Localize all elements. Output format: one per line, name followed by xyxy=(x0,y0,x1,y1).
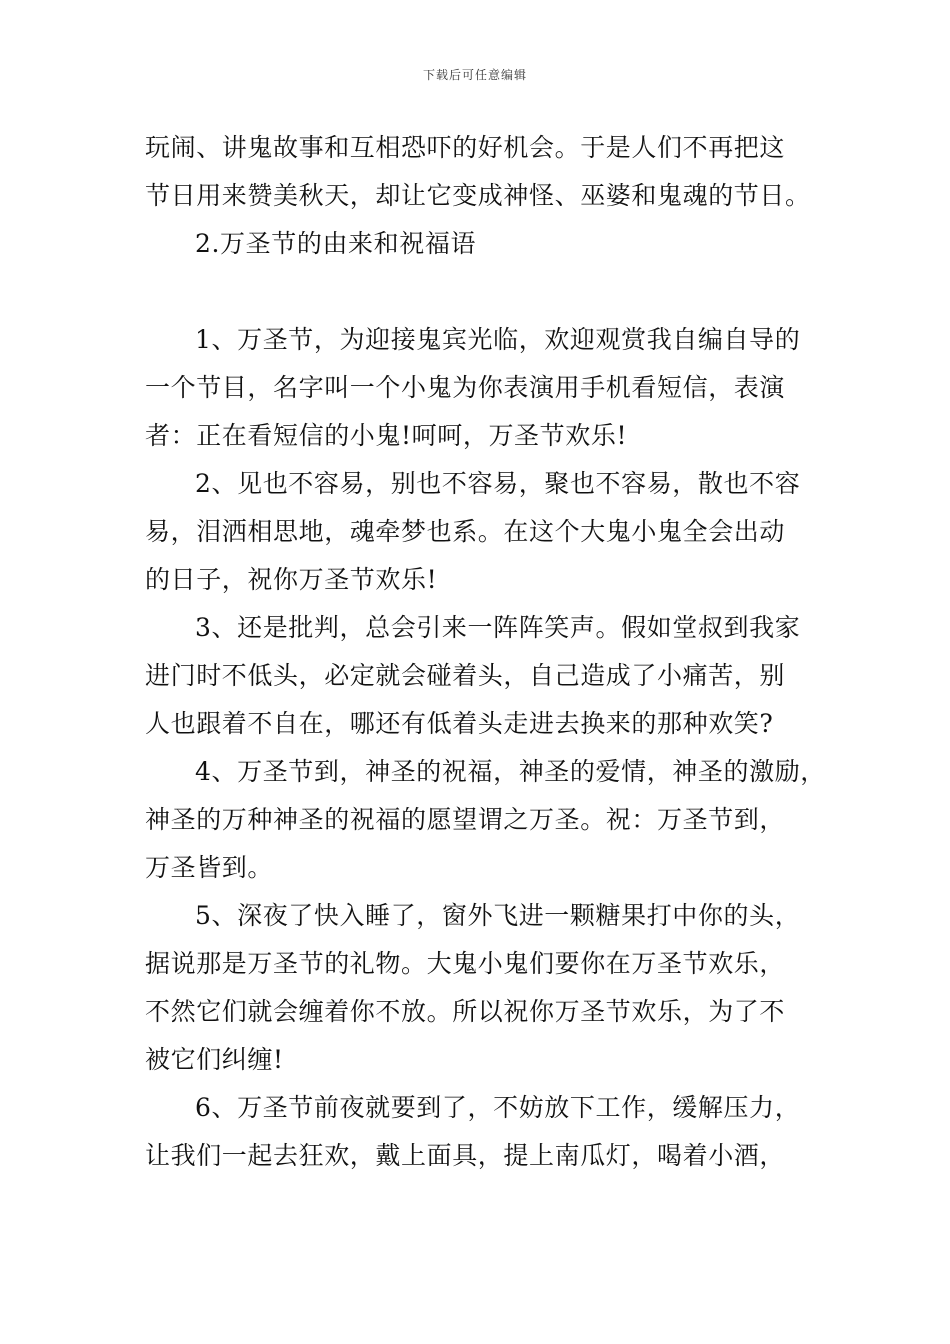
text-line: 节日用来赞美秋天，却让它变成神怪、巫婆和鬼魂的节日。 xyxy=(145,181,811,210)
text-line: 2、见也不容易，别也不容易，聚也不容易，散也不容 xyxy=(195,469,801,498)
text-line: 6、万圣节前夜就要到了，不妨放下工作，缓解压力， xyxy=(195,1093,801,1122)
text-line: 5、深夜了快入睡了，窗外飞进一颗糖果打中你的头， xyxy=(195,901,801,930)
text-line: 进门时不低头，必定就会碰着头，自己造成了小痛苦，别 xyxy=(145,661,786,690)
text-line: 3、还是批判，总会引来一阵阵笑声。假如堂叔到我家 xyxy=(195,613,801,642)
text-line: 1、万圣节，为迎接鬼宾光临，欢迎观赏我自编自导的 xyxy=(195,325,801,354)
document-body xyxy=(145,124,826,1180)
paragraph-gap xyxy=(145,268,810,316)
page-header: 下载后可任意编辑 xyxy=(422,68,527,82)
text-line: 者：正在看短信的小鬼!呵呵，万圣节欢乐! xyxy=(145,421,628,450)
text-line: 的日子，祝你万圣节欢乐! xyxy=(145,565,438,594)
text-line: 不然它们就会缠着你不放。所以祝你万圣节欢乐，为了不 xyxy=(145,997,786,1026)
text-line: 4、万圣节到，神圣的祝福，神圣的爱情，神圣的激励， xyxy=(195,757,826,786)
text-line: 据说那是万圣节的礼物。大鬼小鬼们要你在万圣节欢乐， xyxy=(145,949,786,978)
text-line: 2.万圣节的由来和祝福语 xyxy=(195,229,477,258)
text-line: 人也跟着不自在，哪还有低着头走进去换来的那种欢笑? xyxy=(145,709,774,738)
text-line: 被它们纠缠! xyxy=(145,1045,284,1074)
text-line: 万圣皆到。 xyxy=(145,853,274,882)
text-line: 神圣的万种神圣的祝福的愿望谓之万圣。祝：万圣节到， xyxy=(145,805,786,834)
text-line: 玩闹、讲鬼故事和互相恐吓的好机会。于是人们不再把这 xyxy=(145,133,786,162)
text-line: 易，泪洒相思地，魂牵梦也系。在这个大鬼小鬼全会出动 xyxy=(145,517,786,546)
text-line: 让我们一起去狂欢，戴上面具，提上南瓜灯，喝着小酒， xyxy=(145,1141,786,1170)
text-line: 一个节目，名字叫一个小鬼为你表演用手机看短信，表演 xyxy=(145,373,786,402)
